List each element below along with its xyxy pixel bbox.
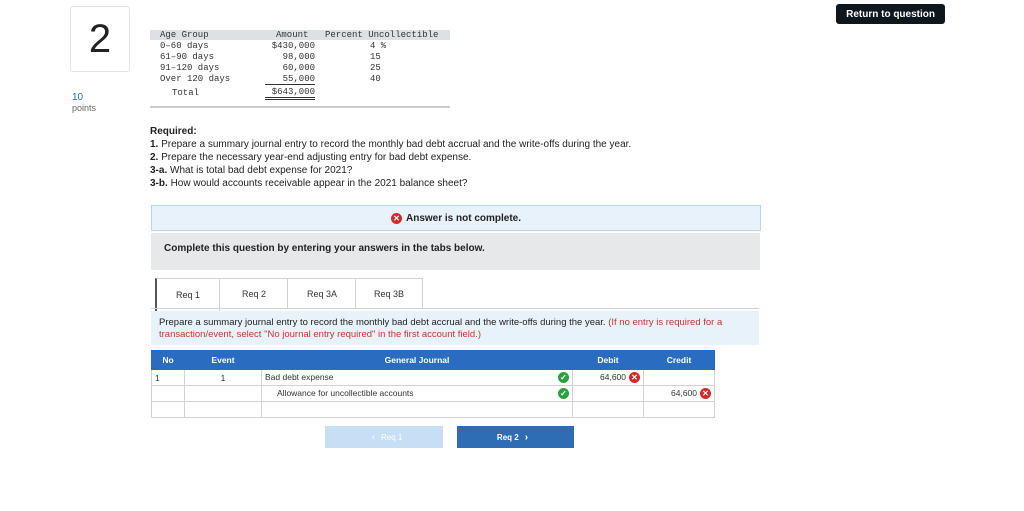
error-icon: ✕	[700, 388, 711, 399]
aging-bottom-rule	[150, 106, 450, 108]
event-cell	[185, 402, 262, 418]
account-cell[interactable]	[262, 370, 573, 386]
credit-cell[interactable]	[644, 370, 715, 386]
required-item: 2. Prepare the necessary year-end adjusting entry for bad debt expense.	[150, 152, 472, 163]
col-no: No	[152, 351, 185, 370]
required-item: 1. Prepare a summary journal entry to record the monthly bad debt accrual and the write-offs during the year.	[150, 139, 632, 150]
tab-divider	[151, 308, 759, 309]
return-to-question-button[interactable]: Return to question	[836, 4, 945, 24]
check-icon: ✓	[558, 388, 569, 399]
complete-text: Complete this question by entering your answers in the tabs below.	[164, 243, 485, 254]
aging-row-amount: 55,000	[265, 74, 315, 85]
aging-header-percent: Percent Uncollectible	[325, 30, 439, 40]
instruction-box	[151, 311, 759, 345]
chevron-left-icon: ‹	[371, 431, 375, 443]
table-row	[152, 370, 715, 386]
aging-row-amount: 98,000	[282, 52, 315, 62]
col-general-journal: General Journal	[262, 351, 573, 370]
error-icon: ✕	[629, 372, 640, 383]
aging-row-percent: 4 %	[370, 41, 387, 51]
aging-row-percent: 25	[370, 63, 381, 73]
aging-row-percent: 40	[370, 74, 381, 84]
tab-req-3b[interactable]: Req 3B	[355, 278, 423, 309]
next-req-label: Req 2	[496, 432, 519, 442]
check-icon: ✓	[558, 372, 569, 383]
aging-header-group: Age Group	[160, 30, 209, 40]
tab-req-2[interactable]: Req 2	[219, 278, 289, 309]
account-select[interactable]: Bad debt expense	[265, 372, 334, 382]
complete-instructions	[151, 233, 760, 270]
points-value: 10	[72, 92, 84, 103]
required-section	[150, 125, 631, 190]
aging-total-label: Total	[172, 88, 200, 98]
credit-cell[interactable]	[644, 386, 715, 402]
required-item: 3-a. What is total bad debt expense for 2021?	[150, 165, 353, 176]
aging-row-group: 91–120 days	[160, 63, 220, 73]
entry-no	[152, 386, 185, 402]
debit-input[interactable]: 64,600	[600, 371, 626, 382]
instruction-hint: (If no entry is required for a transaction/event, select "No journal entry required" in the first account field.)	[159, 317, 723, 340]
aging-header-amount: Amount	[276, 30, 309, 40]
instruction-text: Prepare a summary journal entry to record the monthly bad debt accrual and the write-offs during the year.	[159, 317, 606, 328]
points-label: points	[72, 103, 97, 113]
tab-req-1[interactable]: Req 1	[155, 278, 220, 311]
aging-total-amount: $643,000	[265, 87, 315, 100]
event-cell: 1	[185, 370, 262, 386]
col-credit: Credit	[644, 351, 715, 370]
account-select[interactable]: Allowance for uncollectible accounts	[277, 388, 414, 398]
question-number: 2	[70, 6, 130, 72]
prev-req-button[interactable]	[325, 426, 443, 448]
status-text: Answer is not complete.	[405, 212, 522, 224]
credit-cell[interactable]	[644, 402, 715, 418]
prev-req-label: Req 1	[380, 432, 403, 442]
debit-cell[interactable]	[573, 402, 644, 418]
journal-table	[151, 350, 715, 418]
debit-cell[interactable]	[573, 386, 644, 402]
col-debit: Debit	[573, 351, 644, 370]
aging-row-group: 61–90 days	[160, 52, 215, 62]
aging-row-percent: 15	[370, 52, 381, 62]
aging-row-amount: $430,000	[271, 41, 315, 51]
debit-cell[interactable]	[573, 370, 644, 386]
col-event: Event	[185, 351, 262, 370]
credit-input[interactable]: 64,600	[671, 387, 697, 398]
table-row	[152, 402, 715, 418]
table-row	[152, 386, 715, 402]
account-cell[interactable]	[262, 386, 573, 402]
required-item: 3-b. How would accounts receivable appear in the 2021 balance sheet?	[150, 178, 468, 189]
account-cell[interactable]	[262, 402, 573, 418]
next-req-button[interactable]	[457, 426, 574, 448]
aging-row-group: Over 120 days	[160, 74, 231, 84]
aging-row-amount: 60,000	[282, 63, 315, 73]
aging-row-group: 0–60 days	[160, 41, 209, 51]
tab-req-3a[interactable]: Req 3A	[287, 278, 357, 309]
required-title: Required:	[150, 126, 197, 137]
entry-no	[152, 402, 185, 418]
status-banner	[151, 205, 761, 231]
chevron-right-icon: ›	[524, 431, 529, 443]
entry-no: 1	[152, 370, 185, 386]
error-icon: ✕	[391, 213, 402, 224]
event-cell	[185, 386, 262, 402]
